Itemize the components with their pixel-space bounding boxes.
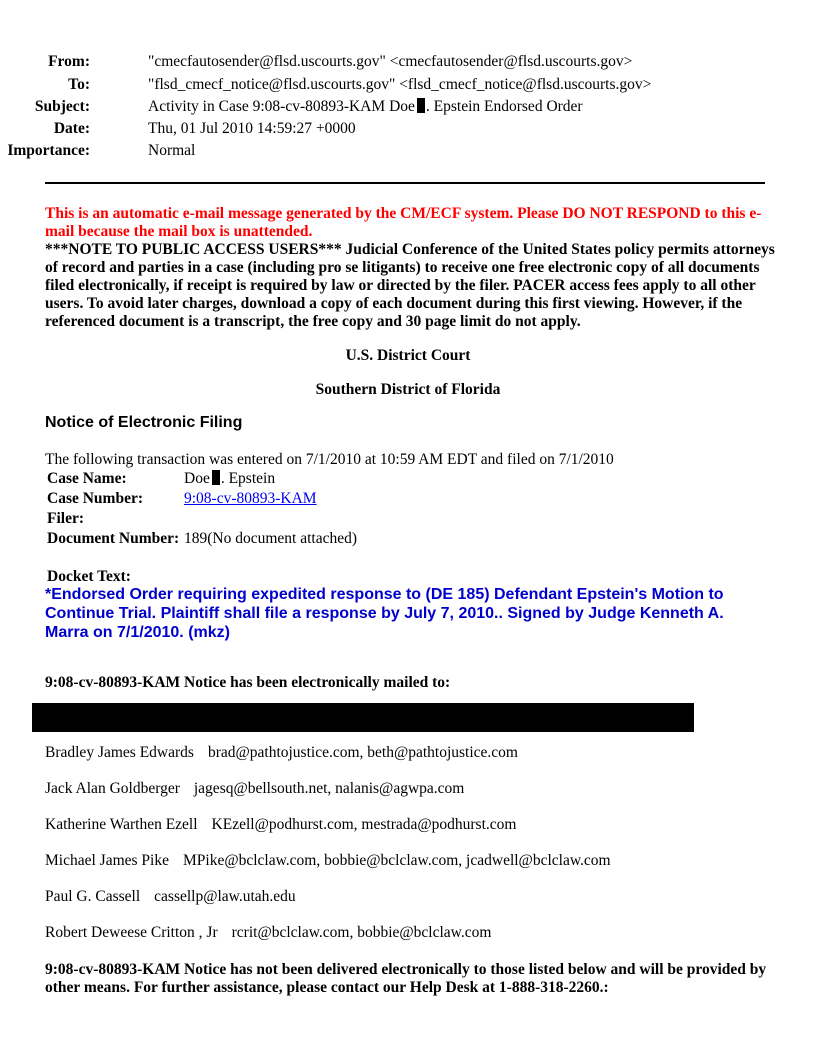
importance-value: Normal <box>148 142 196 159</box>
date-value: Thu, 01 Jul 2010 14:59:27 +0000 <box>148 120 356 137</box>
recipient-row <box>45 743 518 763</box>
header-divider <box>45 182 765 184</box>
docket-text: *Endorsed Order requiring expedited response to (DE 185) Defendant Epstein's Motion to Continue Trial. Plaintiff shall file a response by July 7, 2010.. Signed by Judge Kenneth A. Marra on 7/1/2010. (mkz) <box>45 586 724 641</box>
redaction-box <box>212 470 220 485</box>
subject-text-end: . Epstein Endorsed Order <box>425 98 583 115</box>
recipient-row <box>45 887 296 907</box>
district-name: Southern District of Florida <box>315 381 501 398</box>
recipient-name: Jack Alan Goldberger <box>45 780 180 797</box>
document-number-label: Document Number: <box>47 530 180 547</box>
recipient-name: Robert Deweese Critton , Jr <box>45 924 218 941</box>
header-subject-row <box>0 96 760 118</box>
recipient-emails: KEzell@podhurst.com, mestrada@podhurst.com <box>211 816 517 833</box>
auto-email-warning: This is an automatic e-mail message generated by the CM/ECF system. Please DO NOT RESPOND to this e-mail because the mail box is unattended. <box>45 205 762 240</box>
date-label: Date: <box>53 120 90 137</box>
recipient-name: Bradley James Edwards <box>45 744 194 761</box>
document-number-value: 189(No document attached) <box>184 530 358 547</box>
header-to-row <box>0 74 760 96</box>
transaction-line: The following transaction was entered on 7/1/2010 at 10:59 AM EDT and filed on 7/1/2010 <box>45 451 614 468</box>
case-name-label: Case Name: <box>47 470 127 487</box>
recipient-row <box>45 923 491 943</box>
recipient-emails: MPike@bclclaw.com, bobbie@bclclaw.com, jcadwell@bclclaw.com <box>182 852 611 869</box>
docket-text-label: Docket Text: <box>47 568 131 585</box>
subject-label: Subject: <box>34 98 90 115</box>
subject-text-start: Activity in Case 9:08-cv-80893-KAM Doe <box>148 98 415 115</box>
recipient-emails: rcrit@bclclaw.com, bobbie@bclclaw.com <box>231 924 492 941</box>
to-label: To: <box>68 76 90 93</box>
case-name-start: Doe <box>184 470 210 487</box>
redaction-bar <box>32 703 694 732</box>
recipient-emails: jagesq@bellsouth.net, nalanis@agwpa.com <box>193 780 465 797</box>
recipient-name: Paul G. Cassell <box>45 888 141 905</box>
case-name-end: . Epstein <box>220 470 276 487</box>
case-name-value <box>184 469 275 489</box>
importance-label: Importance: <box>7 142 90 159</box>
recipient-emails: cassellp@law.utah.edu <box>154 888 296 905</box>
recipient-row <box>45 851 611 871</box>
public-access-note: ***NOTE TO PUBLIC ACCESS USERS*** Judicial Conference of the United States policy permits attorneys of record and parties in a case (including pro se litigants) to receive one free electronic copy of all documents filed electronically, if receipt is required by law or directed by the filer. PACER access fees apply to all other users. To avoid later charges, download a copy of each document during this first viewing. However, if the referenced document is a transcript, the free copy and 30 page limit do not apply. <box>45 241 775 330</box>
recipient-row <box>45 779 464 799</box>
recipient-emails: brad@pathtojustice.com, beth@pathtojustice.com <box>207 744 518 761</box>
case-number-link[interactable]: 9:08-cv-80893-KAM <box>184 490 317 507</box>
header-from-row <box>0 51 760 73</box>
case-number-label: Case Number: <box>47 490 143 507</box>
from-label: From: <box>48 53 90 70</box>
header-importance-row <box>0 140 760 162</box>
filer-label: Filer: <box>47 510 85 527</box>
header-date-row <box>0 118 760 140</box>
redaction-box <box>417 98 425 113</box>
nef-title: Notice of Electronic Filing <box>45 414 243 431</box>
mailed-heading: 9:08-cv-80893-KAM Notice has been electronically mailed to: <box>45 674 451 691</box>
court-name: U.S. District Court <box>345 347 471 364</box>
not-delivered-notice: 9:08-cv-80893-KAM Notice has not been delivered electronically to those listed below and will be provided by other means. For further assistance, please contact our Help Desk at 1-888-318-2260.: <box>45 961 767 996</box>
recipient-row <box>45 815 516 835</box>
from-value: "cmecfautosender@flsd.uscourts.gov" <cmecfautosender@flsd.uscourts.gov> <box>148 53 633 70</box>
to-value: "flsd_cmecf_notice@flsd.uscourts.gov" <flsd_cmecf_notice@flsd.uscourts.gov> <box>148 76 652 93</box>
subject-value <box>148 96 583 118</box>
recipient-name: Katherine Warthen Ezell <box>45 816 198 833</box>
recipient-name: Michael James Pike <box>45 852 169 869</box>
